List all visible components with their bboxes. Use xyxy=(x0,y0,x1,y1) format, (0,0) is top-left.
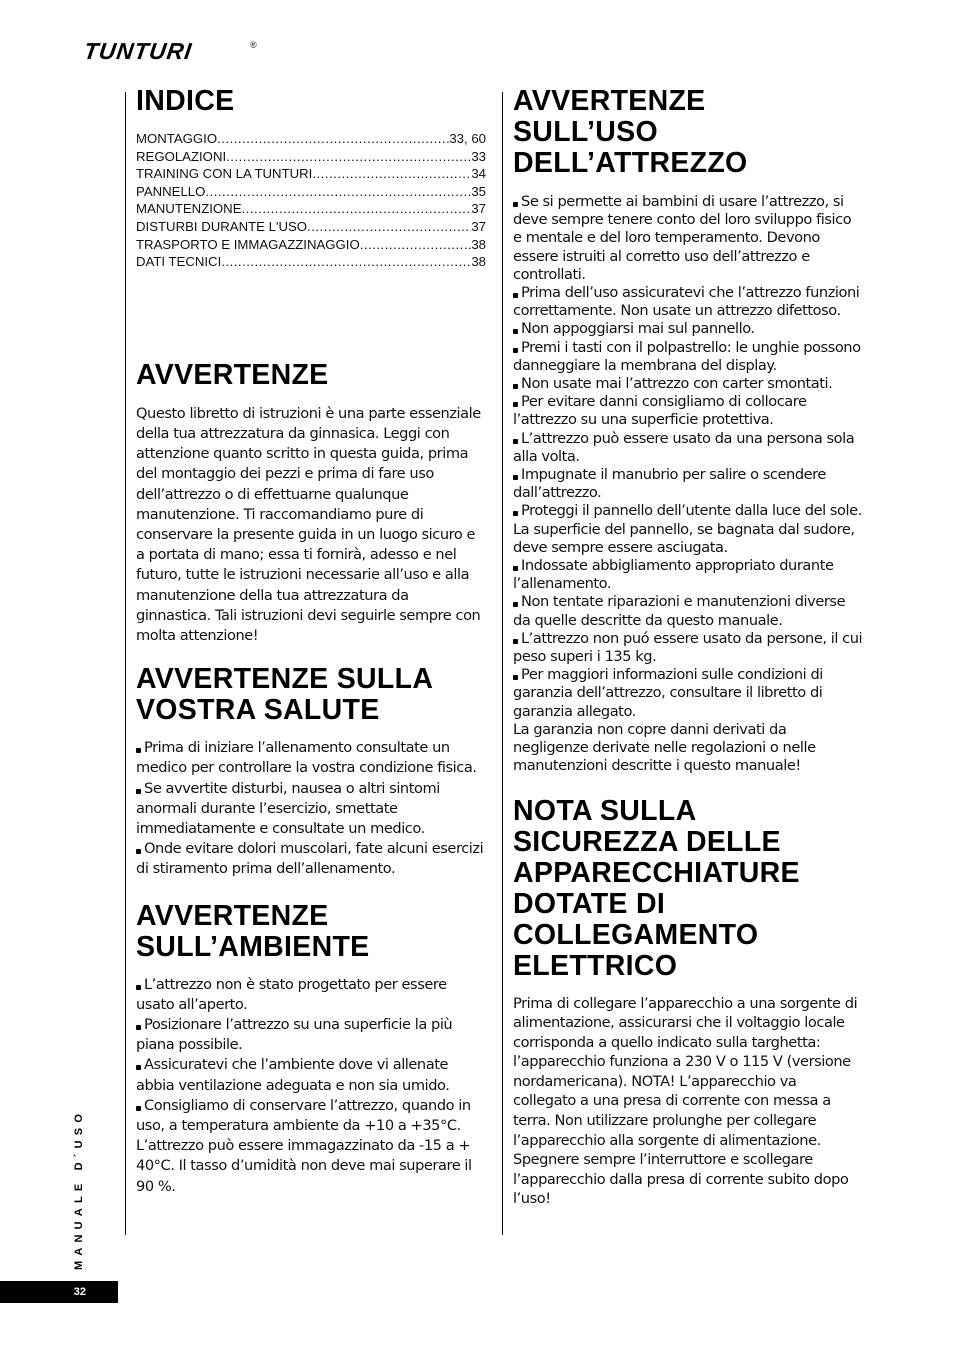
list-item: Per evitare danni consigliamo di collocare l’attrezzo su una superficie protettiva. xyxy=(513,393,807,429)
list-item: Per maggiori informazioni sulle condizioni di garanzia dell’attrezzo, consultare il libretto di garanzia allegato. xyxy=(513,666,823,720)
registered-mark: ® xyxy=(250,40,257,50)
salute-list xyxy=(136,738,486,879)
list-item: Non usate mai l’attrezzo con carter smontati. xyxy=(513,375,863,393)
nota-heading: NOTA SULLA SICUREZZA DELLE APPARECCHIATURE DOTATE DI COLLEGAMENTO ELETTRICO xyxy=(513,794,800,982)
indice-heading: INDICE xyxy=(136,85,235,117)
toc-entry[interactable]: TRASPORTO E IMMAGAZZINAGGIO ..... 38 xyxy=(136,236,486,254)
bullet-icon xyxy=(513,348,518,353)
avvertenze-heading: AVVERTENZE xyxy=(136,358,329,391)
list-item: Proteggi il pannello dell’utente dalla luce del sole. La superficie del pannello, se bagnata dal sudore, deve sempre essere asciugata. xyxy=(513,502,862,556)
toc-entry[interactable]: REGOLAZIONI ..... 33 xyxy=(136,148,486,166)
page-number: 32 xyxy=(0,1281,118,1303)
list-item: Prima dell’uso assicuratevi che l’attrezzo funzioni correttamente. Non usate un attrezzo difettoso. xyxy=(513,284,860,320)
bullet-icon xyxy=(136,789,141,794)
left-column-rule xyxy=(125,92,126,1235)
bullet-icon xyxy=(513,475,518,480)
list-item: Consigliamo di conservare l’attrezzo, quando in uso, a temperatura ambiente da +10 a +35°C. L’attrezzo può essere immagazzinato da -15 a + 40°C. Il tasso d’umidità non deve mai superare il 90 %. xyxy=(136,1096,472,1195)
toc-entry[interactable]: MANUTENZIONE ..... 37 xyxy=(136,200,486,218)
bullet-icon xyxy=(513,639,518,644)
bullet-icon xyxy=(513,202,518,207)
bullet-icon xyxy=(513,511,518,516)
list-item: Onde evitare dolori muscolari, fate alcuni esercizi di stiramento prima dell’allenamento. xyxy=(136,840,484,878)
uso-heading: AVVERTENZE SULL’USO DELL’ATTREZZO xyxy=(513,85,748,179)
list-item: Prima di iniziare l’allenamento consultate un medico per controllare la vostra condizione fisica. xyxy=(136,739,477,777)
bullet-icon xyxy=(513,329,518,334)
uso-list xyxy=(513,193,863,776)
toc-entry[interactable]: DATI TECNICI ..... 38 xyxy=(136,253,486,271)
bullet-icon xyxy=(513,602,518,607)
bullet-icon xyxy=(136,1106,141,1111)
toc-entry[interactable]: DISTURBI DURANTE L'USO ..... 37 xyxy=(136,218,486,236)
nota-paragraph: Prima di collegare l’apparecchio a una sorgente di alimentazione, assicurarsi che il voltaggio locale corrisponda a quello indicato sulla targhetta: l’apparecchio funziona a 230 V o 115 V (versione nordamericana). NOTA! L’apparecchio va collegato a una presa di corrente con messa a terra. Non utilizzare prolunghe per collegare l’apparecchio alla sorgente di alimentazione. Spegnere sempre l’interruttore e scollegare l’apparecchio dalla presa di corrente subito dopo l’uso! xyxy=(513,994,858,1208)
ambiente-heading: AVVERTENZE SULL’AMBIENTE xyxy=(136,899,370,963)
bullet-icon xyxy=(513,439,518,444)
list-item: L’attrezzo non puó essere usato da persone, il cui peso superi i 135 kg. xyxy=(513,629,863,666)
bullet-icon xyxy=(513,384,518,389)
warranty-note: La garanzia non copre danni derivati da negligenze derivate nelle regolazioni o nelle manutenzioni descritte i questo manuale! xyxy=(513,720,816,775)
salute-heading: AVVERTENZE SULLA VOSTRA SALUTE xyxy=(136,663,434,727)
list-item: Indossate abbigliamento appropriato durante l’allenamento. xyxy=(513,557,834,593)
right-column xyxy=(513,84,863,1209)
bullet-icon xyxy=(136,1025,141,1030)
list-item: Impugnate il manubrio per salire o scendere dall’attrezzo. xyxy=(513,466,826,502)
bullet-icon xyxy=(513,566,518,571)
bullet-icon xyxy=(136,849,141,854)
avvertenze-paragraph: Questo libretto di istruzioni è una parte essenziale della tua attrezzatura da ginnasica. Leggi con attenzione quanto scritto in questa guida, prima del montaggio dei pezzi e prima di fare uso dell’attrezzo o di effettuarne qualunque manutenzione. Ti raccomandiamo pure di conservare la presente guida in un luogo sicuro e a portata di mano; essa ti fornirà, adesso e nel futuro, tutte le istruzioni necessarie all’uso e alla manutenzione della tua attrezzatura da ginnastica. Tali istruzioni devi seguirle sempre con molta attenzione! xyxy=(136,404,481,644)
list-item: L’attrezzo può essere usato da una persona sola alla volta. xyxy=(513,429,855,465)
list-item: Assicuratevi che l’ambiente dove vi allenate abbia ventilazione adeguata e non sia umido. xyxy=(136,1056,450,1094)
bullet-icon xyxy=(136,748,141,753)
table-of-contents xyxy=(136,130,486,271)
right-column-rule xyxy=(502,92,503,1235)
toc-entry[interactable]: TRAINING CON LA TUNTURI ..... 34 xyxy=(136,165,486,183)
bullet-icon xyxy=(513,402,518,407)
toc-entry[interactable]: MONTAGGIO ..... 33, 60 xyxy=(136,130,486,148)
bullet-icon xyxy=(136,1065,141,1070)
toc-entry[interactable]: PANNELLO ..... 35 xyxy=(136,183,486,201)
list-item: Non tentate riparazioni e manutenzioni diverse da quelle descritte da questo manuale. xyxy=(513,593,846,629)
manual-side-label: MANUALE D´USO xyxy=(73,1108,85,1270)
ambiente-list xyxy=(136,975,486,1197)
bullet-icon xyxy=(513,675,518,680)
list-item: Posizionare l’attrezzo su una superficie la più piana possibile. xyxy=(136,1016,453,1054)
list-item: Non appoggiarsi mai sul pannello. xyxy=(513,320,863,338)
bullet-icon xyxy=(136,985,141,990)
list-item: Premi i tasti con il polpastrello: le unghie possono danneggiare la membrana del display. xyxy=(513,338,861,374)
bullet-icon xyxy=(513,293,518,298)
tunturi-logo: TUNTURI xyxy=(82,38,194,64)
left-column xyxy=(136,84,486,1197)
list-item: L’attrezzo non è stato progettato per essere usato all’aperto. xyxy=(136,975,447,1013)
list-item: Se avvertite disturbi, nausea o altri sintomi anormali durante l’esercizio, smettate immediatamente e consultate un medico. xyxy=(136,779,440,837)
list-item: Se si permette ai bambini di usare l’attrezzo, si deve sempre tenere conto del loro sviluppo fisico e mentale e del loro temperamento. Devono essere istruiti al corretto uso dell’attrezzo e controllati. xyxy=(513,193,852,283)
